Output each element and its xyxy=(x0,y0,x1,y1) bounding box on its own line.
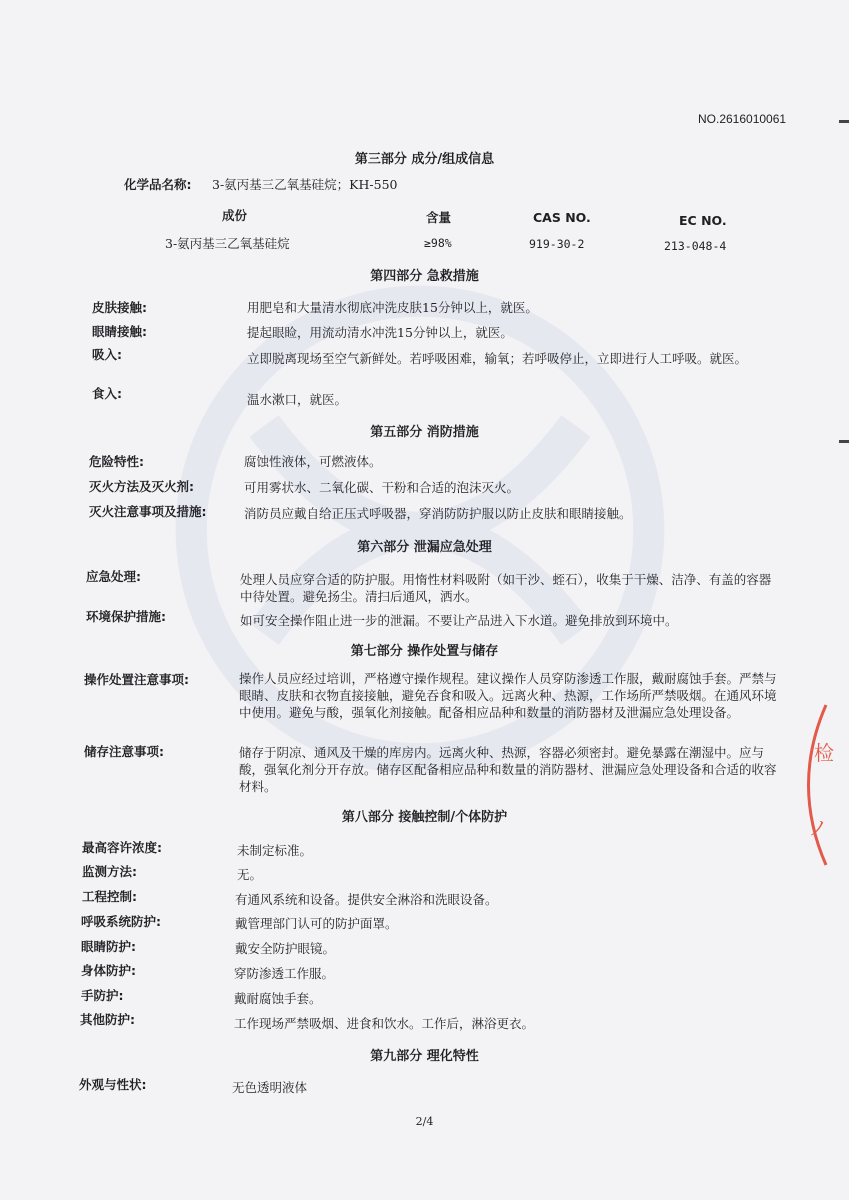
value-inhale: 立即脱离现场至空气新鲜处。若呼吸困难，输氧；若呼吸停止，立即进行人工呼吸。就医。 xyxy=(247,351,748,366)
value-hazard: 腐蚀性液体，可燃液体。 xyxy=(244,454,382,469)
section-9-title: 第九部分 理化特性 xyxy=(370,1049,479,1064)
value-fire-notes: 消防员应戴自给正压式呼吸器，穿消防防护服以防止皮肤和眼睛接触。 xyxy=(244,506,632,521)
label-fire-notes: 灭火注意事项及措施: xyxy=(89,504,207,519)
section-8-title: 第八部分 接触控制/个体防护 xyxy=(341,810,508,825)
value-extinguish: 可用雾状水、二氧化碳、干粉和合适的泡沫灭火。 xyxy=(244,480,520,495)
label-monitor: 监测方法: xyxy=(82,864,137,879)
label-emergency: 应急处理: xyxy=(86,569,141,584)
label-other-protect: 其他防护: xyxy=(80,1012,135,1027)
label-eye: 眼睛接触: xyxy=(92,324,147,339)
scan-edge-mark xyxy=(839,440,849,443)
svg-text:检: 检 xyxy=(814,741,834,765)
value-respiratory: 戴管理部门认可的防护面罩。 xyxy=(235,916,398,931)
red-seal-stamp xyxy=(786,700,849,870)
label-handling: 操作处置注意事项: xyxy=(84,672,189,687)
label-ingest: 食入: xyxy=(92,386,122,401)
col-header-content: 含量 xyxy=(426,210,452,225)
value-monitor: 无。 xyxy=(237,867,263,882)
col-header-ec: EC NO. xyxy=(679,213,727,228)
section-6-title: 第六部分 泄漏应急处理 xyxy=(357,540,492,555)
label-env: 环境保护措施: xyxy=(86,609,166,624)
section-3-title: 第三部分 成分/组成信息 xyxy=(354,152,495,167)
label-engineering: 工程控制: xyxy=(82,889,137,904)
value-engineering: 有通风系统和设备。提供安全淋浴和洗眼设备。 xyxy=(235,892,498,907)
value-body-protect: 穿防渗透工作服。 xyxy=(234,966,335,981)
chem-name-label: 化学品名称: xyxy=(124,177,192,192)
row-cas: 919-30-2 xyxy=(529,237,585,251)
scan-edge-mark xyxy=(839,120,849,123)
label-body-protect: 身体防护: xyxy=(81,963,136,978)
label-max-conc: 最高容许浓度: xyxy=(82,840,162,855)
value-handling: 操作人员应经过培训，严格遵守操作规程。建议操作人员穿防渗透工作服，戴耐腐蚀手套。严禁与眼睛、皮肤和衣物直接接触，避免吞食和吸入。远离火种、热源，工作场所严禁吸烟。在通风环境中使用。避免与酸，强氧化剂接触。配备相应品种和数量的消防器材及泄漏应急处理设备。 xyxy=(239,671,777,720)
value-storage: 储存于阴凉、通风及干燥的库房内。远离火种、热源，容器必须密封。避免暴露在潮湿中。应与酸，强氧化剂分开存放。储存区配备相应品种和数量的消防器材、泄漏应急处理设备和合适的收容材料。 xyxy=(239,745,777,794)
label-appearance: 外观与性状: xyxy=(79,1077,147,1092)
value-ingest: 温水漱口，就医。 xyxy=(247,392,348,407)
label-hazard: 危险特性: xyxy=(89,454,144,469)
value-emergency: 处理人员应穿合适的防护服。用惰性材料吸附（如干沙、蛭石），收集于干燥、洁净、有盖的容器中待处置。避免扬尘。清扫后通风，洒水。 xyxy=(240,572,772,604)
value-other-protect: 工作现场严禁吸烟、进食和饮水。工作后，淋浴更衣。 xyxy=(234,1016,535,1031)
label-skin: 皮肤接触: xyxy=(92,300,147,315)
value-eye-protect: 戴安全防护眼镜。 xyxy=(235,941,336,956)
section-4-title: 第四部分 急救措施 xyxy=(370,269,479,284)
label-hand-protect: 手防护: xyxy=(81,988,124,1003)
chem-name-value: 3-氨丙基三乙氧基硅烷；KH-550 xyxy=(212,177,398,192)
svg-text:ノ: ノ xyxy=(808,816,828,840)
row-content: ≥98% xyxy=(424,236,452,250)
value-eye: 提起眼睑，用流动清水冲洗15分钟以上，就医。 xyxy=(247,325,513,340)
label-inhale: 吸入: xyxy=(92,347,122,362)
document-number: NO.2616010061 xyxy=(698,112,787,126)
page-number: 2/4 xyxy=(415,1115,434,1128)
value-skin: 用肥皂和大量清水彻底冲洗皮肤15分钟以上，就医。 xyxy=(247,300,538,315)
value-env: 如可安全操作阻止进一步的泄漏。不要让产品进入下水道。避免排放到环境中。 xyxy=(240,613,678,628)
row-ec: 213-048-4 xyxy=(664,239,727,253)
value-appearance: 无色透明液体 xyxy=(232,1080,308,1095)
label-storage: 储存注意事项: xyxy=(84,744,164,759)
label-respiratory: 呼吸系统防护: xyxy=(81,914,161,929)
col-header-component: 成份 xyxy=(222,208,248,223)
value-max-conc: 未制定标准。 xyxy=(237,843,313,858)
section-5-title: 第五部分 消防措施 xyxy=(370,425,479,440)
label-extinguish: 灭火方法及灭火剂: xyxy=(89,479,194,494)
value-hand-protect: 戴耐腐蚀手套。 xyxy=(234,991,322,1006)
section-7-title: 第七部分 操作处置与储存 xyxy=(350,644,499,659)
row-component: 3-氨丙基三乙氧基硅烷 xyxy=(165,236,290,251)
label-eye-protect: 眼睛防护: xyxy=(81,939,136,954)
col-header-cas: CAS NO. xyxy=(533,210,591,225)
